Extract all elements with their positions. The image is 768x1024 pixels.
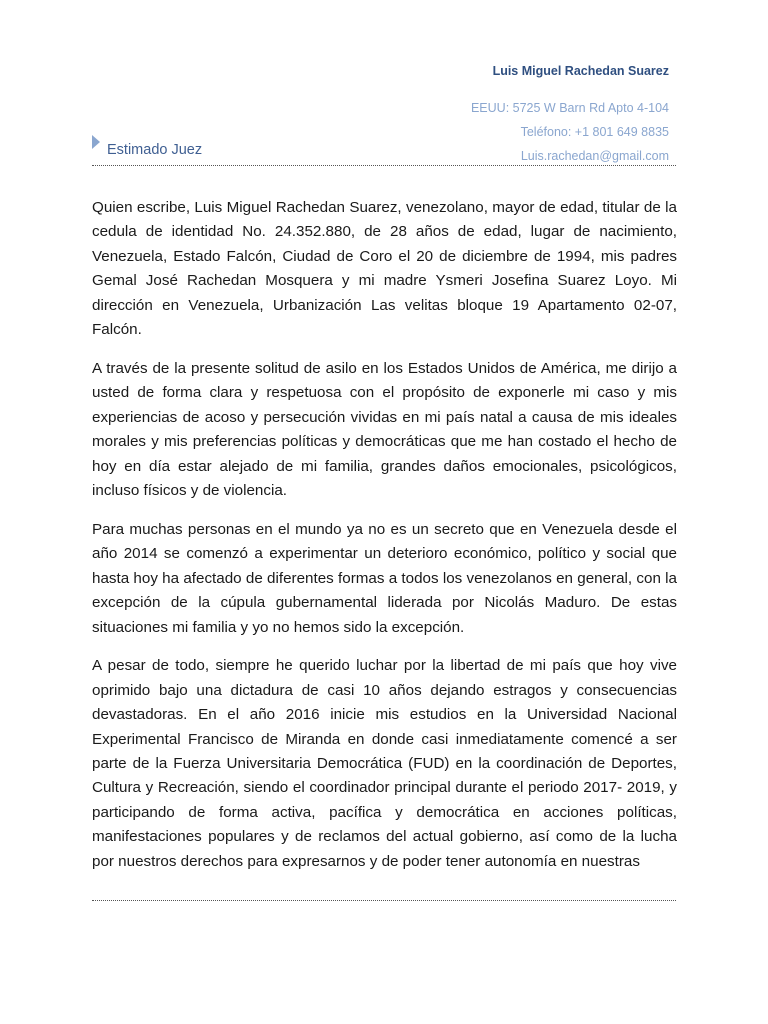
contact-block bbox=[471, 96, 669, 168]
salutation: Estimado Juez bbox=[107, 142, 203, 158]
paragraph: A pesar de todo, siempre he querido luchar por la libertad de mi país que hoy vive oprimido bajo una dictadura de casi 10 años dejando estragos y consecuencias devastadoras. En el año 2016 inicie mis estudios en la Universidad Nacional Experimental Francisco de Miranda en donde casi inmediatamente comencé a ser parte de la Fuerza Universitaria Democrática (FUD) en la coordinación de Deportes, Cultura y Recreación, siendo el coordinador principal durante el periodo 2017- 2019, y participando de forma activa, pacífica y democrática en acciones políticas, manifestaciones populares y de reclamos del actual gobierno, así como de la lucha por nuestros derechos para expresarnos y de poder tener autonomía en nuestras bbox=[92, 657, 677, 870]
sender-address: EEUU: 5725 W Barn Rd Apto 4-104 bbox=[470, 101, 669, 115]
footer-divider bbox=[92, 900, 676, 901]
salutation-row bbox=[92, 130, 202, 158]
sender-name: Luis Miguel Rachedan Suarez bbox=[492, 64, 669, 78]
sender-phone: Teléfono: +1 801 649 8835 bbox=[520, 125, 669, 139]
letter-body bbox=[92, 196, 677, 889]
paragraph: Quien escribe, Luis Miguel Rachedan Suarez, venezolano, mayor de edad, titular de la cedula de identidad No. 24.352.880, de 28 años de edad, lugar de nacimiento, Venezuela, Estado Falcón, Ciudad de Coro el 20 de diciembre de 1994, mis padres Gemal José Rachedan Mosquera y mi madre Ysmeri Josefina Suarez Loyo. Mi dirección en Venezuela, Urbanización Las velitas bloque 19 Apartamento 02-07, Falcón. bbox=[92, 199, 677, 339]
triangle-right-icon bbox=[92, 135, 100, 149]
paragraph: A través de la presente solitud de asilo en los Estados Unidos de América, me dirijo a usted de forma clara y respetuosa con el propósito de exponerle mi caso y mis experiencias de acoso y persecución vividas en mi país natal a causa de mis ideales morales y mis preferencias políticas y democráticas que me han costado el hecho de hoy en día estar alejado de mi familia, grandes daños emocionales, psicológicos, incluso físicos y de violencia. bbox=[92, 359, 677, 499]
sender-email: Luis.rachedan@gmail.com bbox=[520, 149, 669, 163]
paragraph: Para muchas personas en el mundo ya no es un secreto que en Venezuela desde el año 2014 se comenzó a experimentar un deterioro económico, político y social que hasta hoy ha afectado de diferentes formas a todos los venezolanos en general, con la excepción de la cúpula gubernamental liderada por Nicolás Maduro. De estas situaciones mi familia y yo no hemos sido la excepción. bbox=[92, 520, 677, 636]
header-divider bbox=[92, 165, 676, 166]
